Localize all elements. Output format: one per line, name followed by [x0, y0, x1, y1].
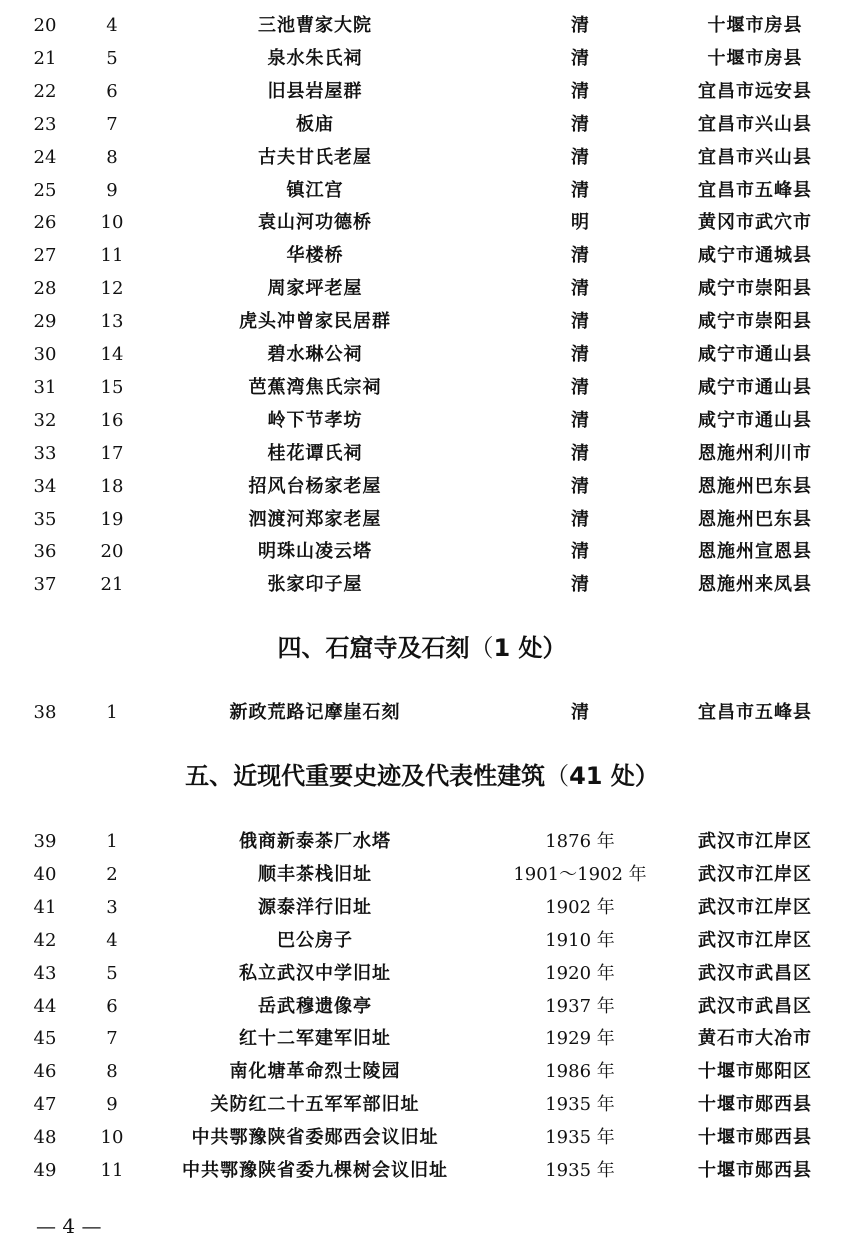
site-era: 清 — [571, 47, 589, 69]
site-era: 清 — [571, 475, 589, 497]
site-era: 清 — [571, 179, 589, 201]
table-row — [0, 471, 844, 503]
site-location: 武汉市江岸区 — [698, 896, 812, 918]
site-location: 十堰市郧西县 — [698, 1127, 812, 1149]
site-era: 清 — [571, 344, 589, 365]
row-number: 40 — [33, 863, 57, 885]
table-row — [0, 1089, 844, 1121]
site-era: 清 — [571, 376, 589, 398]
site-name: 岳武穆遗像亭 — [258, 995, 372, 1017]
row-sub-number: 17 — [100, 442, 124, 464]
table-row — [0, 536, 844, 568]
site-location: 宜昌市兴山县 — [698, 146, 812, 168]
site-era: 1935 年 — [545, 1094, 615, 1116]
site-name: 中共鄂豫陕省委九棵树会议旧址 — [182, 1160, 448, 1181]
site-era: 清 — [571, 113, 589, 135]
site-name: 巴公房子 — [277, 929, 353, 951]
site-era: 1920 年 — [545, 962, 615, 984]
site-location: 十堰市房县 — [707, 15, 803, 36]
row-sub-number: 11 — [100, 1160, 124, 1181]
row-number: 49 — [33, 1160, 57, 1181]
table-row — [0, 142, 844, 174]
row-number: 44 — [33, 995, 57, 1017]
site-era: 清 — [571, 311, 589, 333]
row-number: 28 — [33, 278, 57, 300]
site-location: 黄石市大冶市 — [698, 1028, 812, 1050]
site-era: 明 — [571, 212, 589, 234]
site-era: 清 — [571, 146, 589, 168]
row-sub-number: 7 — [106, 113, 118, 135]
site-era: 清 — [571, 409, 589, 431]
site-era: 1902 年 — [545, 896, 615, 918]
site-name: 三池曹家大院 — [258, 15, 372, 36]
table-row — [0, 372, 844, 404]
row-number: 20 — [33, 15, 57, 36]
row-number: 45 — [33, 1028, 57, 1050]
site-era: 1935 年 — [545, 1127, 615, 1149]
row-sub-number: 10 — [100, 1127, 124, 1149]
site-location: 宜昌市远安县 — [698, 80, 812, 102]
section4-count: （1 处） — [469, 634, 567, 662]
site-name: 泉水朱氏祠 — [267, 47, 363, 69]
row-number: 26 — [33, 212, 57, 234]
site-name: 周家坪老屋 — [267, 278, 363, 300]
site-era: 1910 年 — [545, 929, 615, 951]
row-number: 38 — [33, 702, 57, 723]
site-era: 清 — [571, 574, 589, 596]
row-sub-number: 15 — [100, 376, 124, 398]
row-sub-number: 21 — [100, 574, 124, 596]
site-era: 1935 年 — [545, 1160, 615, 1181]
section5-title: 五、近现代重要史迹及代表性建筑 — [185, 762, 546, 790]
section4-heading — [0, 630, 844, 666]
row-number: 27 — [33, 245, 57, 267]
section4-title: 四、石窟寺及石刻 — [277, 634, 470, 662]
site-name: 碧水琳公祠 — [267, 344, 363, 365]
site-name: 岭下节孝坊 — [267, 409, 363, 431]
table-row — [0, 76, 844, 108]
site-name: 南化塘革命烈士陵园 — [229, 1061, 401, 1083]
site-name: 袁山河功德桥 — [258, 212, 372, 234]
row-sub-number: 18 — [100, 475, 124, 497]
site-name: 明珠山凌云塔 — [258, 541, 372, 563]
row-number: 30 — [33, 344, 57, 365]
site-name: 顺丰茶栈旧址 — [258, 863, 372, 885]
site-location: 武汉市武昌区 — [698, 962, 812, 984]
row-number: 32 — [33, 409, 57, 431]
row-sub-number: 19 — [100, 508, 124, 530]
table-row — [0, 10, 844, 42]
row-number: 23 — [33, 113, 57, 135]
row-sub-number: 5 — [106, 962, 118, 984]
table-row — [0, 859, 844, 891]
section5-heading — [0, 758, 844, 794]
site-name: 芭蕉湾焦氏宗祠 — [248, 376, 382, 398]
table-row — [0, 207, 844, 239]
table-row — [0, 240, 844, 272]
site-name: 古夫甘氏老屋 — [258, 146, 372, 168]
site-name: 虎头冲曾家民居群 — [239, 311, 391, 333]
site-location: 宜昌市五峰县 — [698, 702, 812, 723]
row-sub-number: 8 — [106, 1061, 118, 1083]
row-sub-number: 9 — [106, 1094, 118, 1116]
site-location: 黄冈市武穴市 — [698, 212, 812, 234]
row-sub-number: 4 — [106, 15, 118, 36]
site-location: 武汉市江岸区 — [698, 863, 812, 885]
row-number: 33 — [33, 442, 57, 464]
row-sub-number: 3 — [106, 896, 118, 918]
site-location: 宜昌市五峰县 — [698, 179, 812, 201]
table-row — [0, 306, 844, 338]
page-number: — 4 — — [36, 1214, 102, 1238]
table-row — [0, 438, 844, 470]
site-name: 中共鄂豫陕省委郧西会议旧址 — [191, 1127, 439, 1149]
table-row — [0, 43, 844, 75]
row-number: 31 — [33, 376, 57, 398]
site-location: 十堰市郧西县 — [698, 1094, 812, 1116]
table-row — [0, 1122, 844, 1154]
row-number: 29 — [33, 311, 57, 333]
row-sub-number: 11 — [100, 245, 124, 267]
row-sub-number: 14 — [100, 344, 124, 365]
row-sub-number: 1 — [106, 702, 118, 723]
site-location: 武汉市江岸区 — [698, 831, 812, 852]
row-sub-number: 2 — [106, 863, 118, 885]
row-number: 22 — [33, 80, 57, 102]
table-row — [0, 697, 844, 729]
site-name: 关防红二十五军军部旧址 — [210, 1094, 420, 1116]
site-location: 咸宁市崇阳县 — [698, 278, 812, 300]
row-number: 21 — [33, 47, 57, 69]
row-sub-number: 13 — [100, 311, 124, 333]
row-number: 39 — [33, 831, 57, 852]
site-location: 咸宁市通山县 — [698, 376, 812, 398]
table-row — [0, 569, 844, 601]
row-number: 36 — [33, 541, 57, 563]
site-era: 清 — [571, 508, 589, 530]
site-era: 清 — [571, 245, 589, 267]
site-location: 咸宁市通城县 — [698, 245, 812, 267]
table-row — [0, 925, 844, 957]
site-location: 十堰市郧阳区 — [698, 1061, 812, 1083]
row-sub-number: 16 — [100, 409, 124, 431]
site-era: 清 — [571, 541, 589, 563]
site-location: 十堰市房县 — [707, 47, 803, 69]
row-sub-number: 10 — [100, 212, 124, 234]
row-sub-number: 9 — [106, 179, 118, 201]
row-sub-number: 1 — [106, 831, 118, 852]
row-number: 43 — [33, 962, 57, 984]
site-name: 泗渡河郑家老屋 — [248, 508, 382, 530]
site-era: 1929 年 — [545, 1028, 615, 1050]
table-row — [0, 504, 844, 536]
site-location: 十堰市郧西县 — [698, 1160, 812, 1181]
site-era: 1937 年 — [545, 995, 615, 1017]
table-row — [0, 109, 844, 141]
row-sub-number: 12 — [100, 278, 124, 300]
table-row — [0, 892, 844, 924]
row-number: 34 — [33, 475, 57, 497]
table-row — [0, 826, 844, 858]
site-location: 恩施州巴东县 — [698, 475, 812, 497]
site-era: 清 — [571, 702, 589, 723]
site-name: 桂花谭氏祠 — [267, 442, 363, 464]
site-era: 清 — [571, 442, 589, 464]
row-number: 48 — [33, 1127, 57, 1149]
site-location: 武汉市武昌区 — [698, 995, 812, 1017]
site-location: 咸宁市通山县 — [698, 344, 812, 365]
table-row — [0, 339, 844, 371]
table-row — [0, 273, 844, 305]
site-name: 新政荒路记摩崖石刻 — [229, 702, 401, 723]
site-era: 清 — [571, 80, 589, 102]
site-name: 俄商新泰茶厂水塔 — [239, 831, 391, 852]
site-era: 1901～1902 年 — [513, 863, 647, 885]
site-name: 红十二军建军旧址 — [239, 1028, 391, 1050]
section5-count: （41 处） — [545, 762, 659, 790]
site-location: 咸宁市通山县 — [698, 409, 812, 431]
row-number: 35 — [33, 508, 57, 530]
row-sub-number: 7 — [106, 1028, 118, 1050]
site-location: 恩施州巴东县 — [698, 508, 812, 530]
site-name: 旧县岩屋群 — [267, 80, 363, 102]
site-location: 恩施州宣恩县 — [698, 541, 812, 563]
row-number: 47 — [33, 1094, 57, 1116]
site-era: 1986 年 — [545, 1061, 615, 1083]
site-location: 恩施州利川市 — [698, 442, 812, 464]
site-location: 咸宁市崇阳县 — [698, 311, 812, 333]
row-number: 37 — [33, 574, 57, 596]
site-era: 清 — [571, 278, 589, 300]
row-sub-number: 8 — [106, 146, 118, 168]
row-sub-number: 5 — [106, 47, 118, 69]
site-era: 清 — [571, 15, 589, 36]
site-location: 武汉市江岸区 — [698, 929, 812, 951]
site-name: 招风台杨家老屋 — [248, 475, 382, 497]
table-row — [0, 405, 844, 437]
row-sub-number: 6 — [106, 80, 118, 102]
table-row — [0, 958, 844, 990]
table-row — [0, 1155, 844, 1187]
site-era: 1876 年 — [545, 831, 615, 852]
row-number: 42 — [33, 929, 57, 951]
row-sub-number: 6 — [106, 995, 118, 1017]
site-name: 张家印子屋 — [267, 574, 363, 596]
row-number: 24 — [33, 146, 57, 168]
row-sub-number: 4 — [106, 929, 118, 951]
site-name: 华楼桥 — [286, 245, 344, 267]
row-number: 25 — [33, 179, 57, 201]
site-location: 恩施州来凤县 — [698, 574, 812, 596]
row-sub-number: 20 — [100, 541, 124, 563]
site-name: 源泰洋行旧址 — [258, 896, 372, 918]
table-row — [0, 1056, 844, 1088]
site-name: 板庙 — [296, 113, 334, 135]
site-location: 宜昌市兴山县 — [698, 113, 812, 135]
row-number: 41 — [33, 896, 57, 918]
table-row — [0, 175, 844, 207]
site-name: 镇江宫 — [286, 179, 344, 201]
table-row — [0, 991, 844, 1023]
table-row — [0, 1023, 844, 1055]
site-name: 私立武汉中学旧址 — [239, 962, 391, 984]
row-number: 46 — [33, 1061, 57, 1083]
